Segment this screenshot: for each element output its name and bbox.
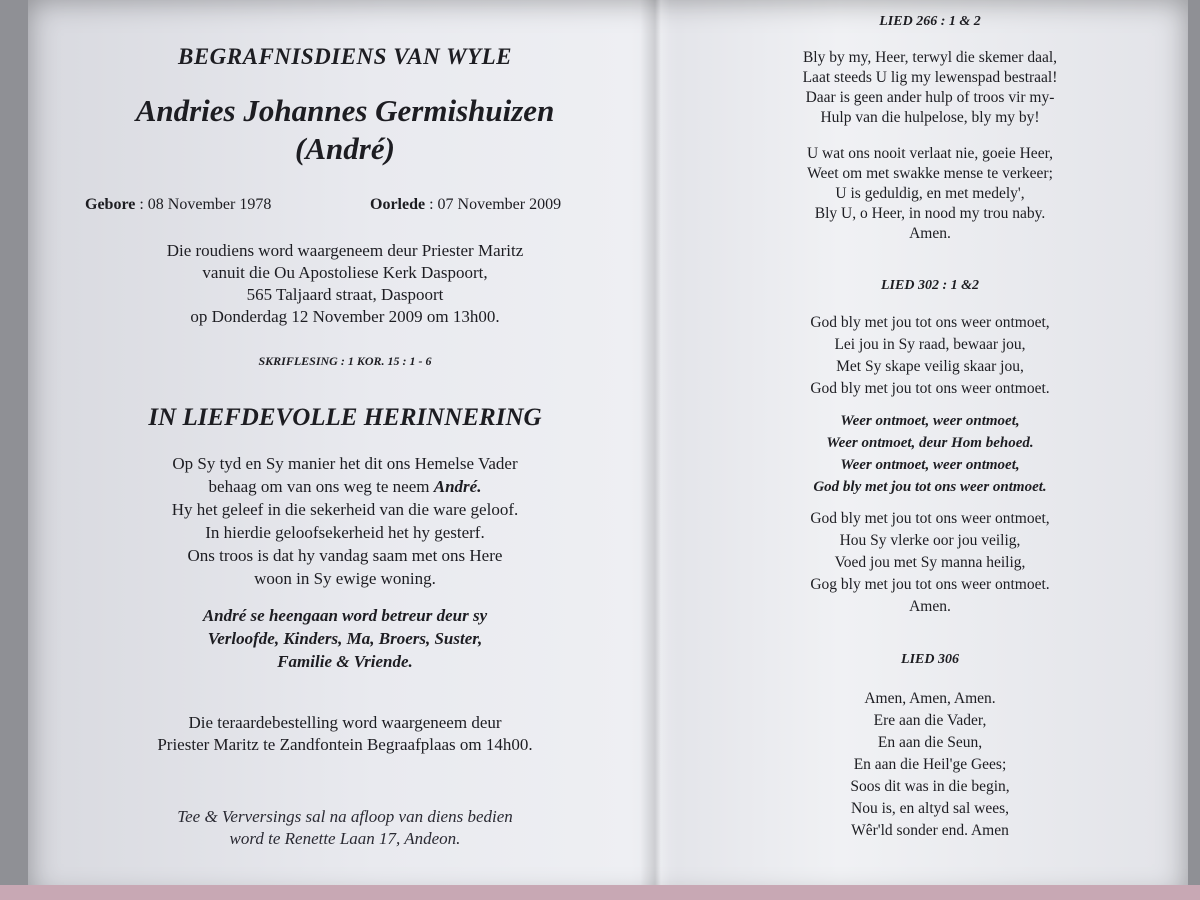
hymn-306-stanza	[690, 688, 1170, 842]
hymn-306-title: LIED 306	[901, 652, 959, 667]
hymn-line: Weer ontmoet, weer ontmoet,	[840, 413, 1020, 429]
burial-line: Die teraardebestelling word waargeneem deur	[188, 713, 502, 732]
verse-name: André.	[433, 477, 482, 496]
memorial-verse	[60, 452, 630, 590]
mourners-line: André se heengaan word betreur deur sy	[202, 606, 488, 625]
hymn-line: En aan die Heil'ge Gees;	[853, 756, 1007, 773]
hymn-266-stanza-2	[690, 144, 1170, 244]
verse-line	[60, 475, 630, 498]
hymn-line: En aan die Seun,	[877, 734, 983, 751]
hymn-line: Weer ontmoet, weer ontmoet,	[840, 457, 1020, 473]
hymn-302-stanza-1	[690, 312, 1170, 400]
verse-line: Hy het geleef in die sekerheid van die ware geloof.	[171, 500, 519, 519]
death-date	[370, 196, 561, 214]
hymn-line: Bly U, o Heer, in nood my trou naby.	[814, 205, 1046, 222]
hymn-line: Weer ontmoet, deur Hom behoed.	[826, 435, 1034, 451]
hymn-line: U is geduldig, en met medely',	[835, 185, 1025, 202]
hymn-302-stanza-2	[690, 508, 1170, 618]
hymn-line: Met Sy skape veilig skaar jou,	[836, 358, 1024, 375]
hymn-line: Nou is, en altyd sal wees,	[851, 800, 1009, 817]
hymn-line: Amen.	[909, 598, 951, 615]
service-line: op Donderdag 12 November 2009 om 13h00.	[190, 307, 500, 326]
memory-heading: IN LIEFDEVOLLE HERINNERING	[148, 404, 542, 431]
hymn-line: Weet om met swakke mense te verkeer;	[807, 165, 1053, 182]
service-line: Die roudiens word waargeneem deur Priester Maritz	[166, 241, 524, 260]
deceased-nickname: (André)	[295, 131, 395, 166]
hymn-line: God bly met jou tot ons weer ontmoet.	[810, 380, 1050, 397]
hymn-302-title: LIED 302 : 1 &2	[881, 278, 979, 293]
hymn-line: Amen, Amen, Amen.	[864, 690, 996, 707]
death-value: : 07 November 2009	[429, 196, 562, 213]
burial-details	[60, 712, 630, 756]
refreshments-note	[60, 806, 630, 850]
mourners-line: Familie & Vriende.	[277, 652, 413, 671]
hymn-line: Soos dit was in die begin,	[850, 778, 1010, 795]
tea-line: Tee & Verversings sal na afloop van diens bedien	[177, 807, 513, 826]
hymn-line: Laat steeds U lig my lewenspad bestraal!	[802, 69, 1058, 86]
birth-date	[85, 196, 271, 214]
left-panel	[60, 0, 630, 900]
verse-line: Ons troos is dat hy vandag saam met ons Here	[187, 546, 503, 565]
table-surface	[0, 885, 1200, 900]
hymn-302-chorus	[690, 410, 1170, 498]
verse-text: behaag om van ons weg te neem	[208, 477, 430, 496]
service-line: vanuit die Ou Apostoliese Kerk Daspoort,	[202, 263, 488, 282]
verse-line: woon in Sy ewige woning.	[254, 569, 436, 588]
hymn-line: Gog bly met jou tot ons weer ontmoet.	[810, 576, 1050, 593]
hymn-line: Hulp van die hulpelose, bly my by!	[820, 109, 1040, 126]
hymn-line: Lei jou in Sy raad, bewaar jou,	[834, 336, 1026, 353]
hymn-line: Amen.	[909, 225, 951, 242]
mourners	[60, 604, 630, 673]
hymn-line: Ere aan die Vader,	[873, 712, 987, 729]
hymn-line: God bly met jou tot ons weer ontmoet,	[810, 510, 1050, 527]
hymn-line: Daar is geen ander hulp of troos vir my-	[805, 89, 1055, 106]
hymn-266-stanza-1	[690, 48, 1170, 128]
hymn-line: Wêr'ld sonder end. Amen	[851, 822, 1009, 839]
hymn-line: Bly by my, Heer, terwyl die skemer daal,	[802, 49, 1058, 66]
service-details	[60, 240, 630, 328]
mourners-line: Verloofde, Kinders, Ma, Broers, Suster,	[207, 629, 483, 648]
hymn-line: God bly met jou tot ons weer ontmoet,	[810, 314, 1050, 331]
tea-line: word te Renette Laan 17, Andeon.	[229, 829, 461, 848]
hymn-line: God bly met jou tot ons weer ontmoet.	[813, 479, 1047, 495]
hymn-line: Hou Sy vlerke oor jou veilig,	[839, 532, 1021, 549]
verse-line: Op Sy tyd en Sy manier het dit ons Hemelse Vader	[172, 454, 518, 473]
burial-line: Priester Maritz te Zandfontein Begraafplaas om 14h00.	[157, 735, 533, 754]
scripture-reading: SKRIFLESING : 1 KOR. 15 : 1 - 6	[258, 354, 432, 368]
hymn-266-title: LIED 266 : 1 & 2	[879, 14, 981, 29]
right-panel	[690, 0, 1170, 900]
birth-label: Gebore	[85, 196, 136, 213]
verse-line: In hierdie geloofsekerheid het hy gesterf.	[205, 523, 485, 542]
death-label: Oorlede	[370, 196, 426, 213]
page-fold	[640, 0, 670, 900]
service-title: BEGRAFNISDIENS VAN WYLE	[177, 44, 513, 69]
service-line: 565 Taljaard straat, Daspoort	[246, 285, 444, 304]
hymn-line: U wat ons nooit verlaat nie, goeie Heer,	[806, 145, 1053, 162]
deceased-full-name: Andries Johannes Germishuizen	[135, 93, 555, 128]
deceased-name	[60, 92, 630, 168]
birth-value: : 08 November 1978	[139, 196, 272, 213]
hymn-line: Voed jou met Sy manna heilig,	[834, 554, 1026, 571]
